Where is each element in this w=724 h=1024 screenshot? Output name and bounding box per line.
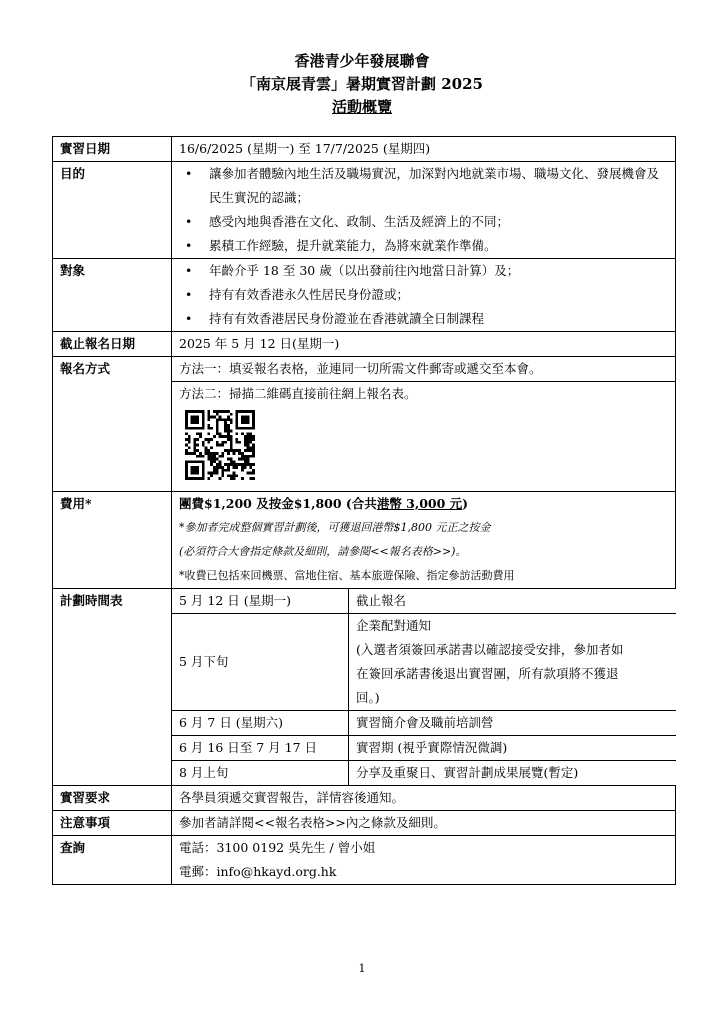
- schedule-event: [349, 614, 676, 711]
- overview-table: [52, 136, 676, 885]
- value-notes: 參加者請詳閱<<報名表格>>內之條款及細則。: [172, 811, 676, 836]
- schedule-date: 5 月 12 日 (星期一): [172, 589, 349, 614]
- label-enquiry: 查詢: [53, 836, 172, 885]
- value-target: [172, 259, 676, 332]
- schedule-row: [172, 736, 676, 761]
- value-requirement: 各學員須遞交實習報告，詳情容後通知。: [172, 786, 676, 811]
- purpose-item: • 感受內地與香港在文化、政制、生活及經濟上的不同；: [179, 210, 668, 234]
- row-deadline: [53, 332, 676, 357]
- schedule-event: 實習期 (視乎實際情況微調): [349, 736, 676, 761]
- label-requirement: 實習要求: [53, 786, 172, 811]
- schedule-event: 截止報名: [349, 589, 676, 614]
- target-item: • 年齡介乎 18 至 30 歲（以出發前往內地當日計算）及；: [179, 259, 668, 283]
- schedule-date: 6 月 16 日至 7 月 17 日: [172, 736, 349, 761]
- label-notes: 注意事項: [53, 811, 172, 836]
- apply-method-2: 方法二：掃描二維碼直接前往網上報名表。: [179, 386, 417, 401]
- fee-note-3: *收費已包括來回機票、當地住宿、基本旅遊保險、指定參訪活動費用: [179, 569, 515, 582]
- label-purpose: 目的: [53, 162, 172, 259]
- label-target: 對象: [53, 259, 172, 332]
- value-fee: [172, 492, 676, 589]
- purpose-item: • 讓參加者體驗內地生活及職場實況，加深對內地就業市場、職場文化、發展機會及民生實況的認識；: [179, 162, 668, 210]
- target-item: • 持有有效香港永久性居民身份證或；: [179, 283, 668, 307]
- row-notes: [53, 811, 676, 836]
- schedule-row: [172, 711, 676, 736]
- apply-method-1: 方法一：填妥報名表格，並連同一切所需文件郵寄或遞交至本會。: [179, 361, 542, 376]
- qr-code-icon[interactable]: [185, 410, 255, 480]
- value-purpose: [172, 162, 676, 259]
- schedule-row: [172, 614, 676, 711]
- schedule-event: 實習簡介會及職前培訓營: [349, 711, 676, 736]
- value-dates: 16/6/2025 (星期一) 至 17/7/2025 (星期四): [172, 137, 676, 162]
- enquiry-email[interactable]: 電郵：info@hkayd.org.hk: [179, 864, 337, 879]
- target-item: • 持有有效香港居民身份證並在香港就讀全日制課程: [179, 307, 668, 331]
- schedule-event-line: (入選者須簽回承諾書以確認接受安排，參加者如: [356, 642, 624, 657]
- value-schedule: [172, 589, 676, 786]
- page-number: 1: [358, 962, 366, 975]
- fee-main-suffix: ): [462, 496, 469, 511]
- row-enquiry: [53, 836, 676, 885]
- value-enquiry: [172, 836, 676, 885]
- row-requirement: [53, 786, 676, 811]
- row-apply: [53, 357, 676, 492]
- schedule-event-line: 在簽回承諾書後退出實習團，所有款項將不獲退: [356, 666, 619, 681]
- schedule-date: [172, 614, 349, 711]
- row-fee: [53, 492, 676, 589]
- row-schedule: [53, 589, 676, 786]
- row-target: [53, 259, 676, 332]
- schedule-row: [172, 589, 676, 614]
- row-purpose: [53, 162, 676, 259]
- label-apply: 報名方式: [53, 357, 172, 492]
- schedule-event-line: 企業配對通知: [356, 618, 432, 633]
- fee-note-1: *參加者完成整個實習計劃後，可獲退回港幣$1,800 元正之按金: [179, 521, 491, 534]
- enquiry-phone: 電話：3100 0192 吳先生 / 曾小姐: [179, 840, 376, 855]
- fee-main-prefix: 團費$1,200 及按金$1,800 (合共: [179, 496, 377, 511]
- schedule-date: 8 月上旬: [172, 761, 349, 786]
- schedule-event-line: 回。): [356, 690, 380, 705]
- value-deadline: 2025 年 5 月 12 日(星期一): [172, 332, 676, 357]
- fee-note-2: (必須符合大會指定條款及細則，請參閱<<報名表格>>)。: [179, 545, 467, 558]
- fee-main: [179, 492, 668, 516]
- label-dates: 實習日期: [53, 137, 172, 162]
- label-schedule: 計劃時間表: [53, 589, 172, 786]
- value-apply: [172, 357, 676, 492]
- fee-total: 港幣 3,000 元: [376, 496, 463, 511]
- row-dates: [53, 137, 676, 162]
- purpose-item: • 累積工作經驗，提升就業能力，為將來就業作準備。: [179, 234, 668, 258]
- schedule-date: 6 月 7 日 (星期六): [172, 711, 349, 736]
- org-title: 香港青少年發展聯會: [294, 52, 430, 70]
- label-deadline: 截止報名日期: [53, 332, 172, 357]
- label-fee: 費用*: [53, 492, 172, 589]
- schedule-event: 分享及重聚日、實習計劃成果展覽(暫定): [349, 761, 676, 786]
- schedule-table: [172, 589, 676, 785]
- schedule-row: [172, 761, 676, 786]
- program-title: 「南京展青雲」暑期實習計劃 2025: [241, 75, 483, 93]
- overview-heading: 活動概覽: [331, 98, 392, 116]
- schedule-date-text: 5 月下旬: [179, 654, 229, 669]
